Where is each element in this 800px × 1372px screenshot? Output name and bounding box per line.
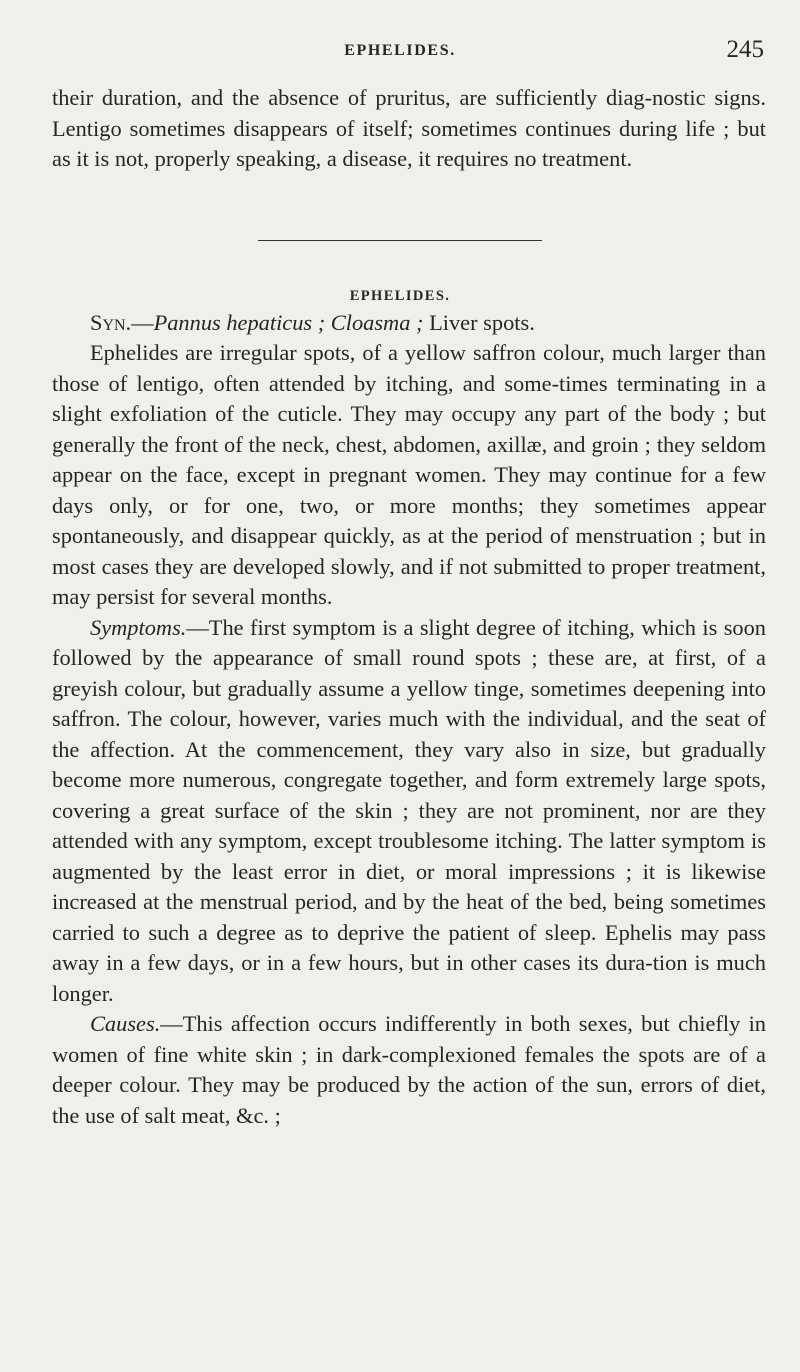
description-paragraph: Ephelides are irregular spots, of a yellow saffron colour, much larger than those of lentigo, often attended by itching, and some-times terminating in a slight exfoliation of the cuticle. They may occupy any part of the body ; but generally the front of the neck, chest, abdomen, axillæ, and groin ; they seldom appear on the face, except in pregnant women. They may continue for a few days only, or for one, two, or more months; they sometimes appear spontaneously, and disappear quickly, as at the period of menstruation ; but in most cases they are developed slowly, and if not submitted to proper treatment, may persist for several months. (52, 340, 766, 609)
intro-paragraph: their duration, and the absence of pruritus, are sufficiently diag-nostic signs. Lentigo sometimes disappears of itself; sometimes continues during life ; but as it is not, properly speaking, a disease, it requires no treatment. (52, 85, 766, 171)
running-title: EPHELIDES. (344, 42, 456, 59)
page-number: 245 (726, 36, 764, 63)
intro-paragraph-block (52, 83, 766, 175)
section-divider (258, 240, 542, 241)
section-body (52, 338, 766, 1131)
syn-label: Syn. (90, 310, 132, 335)
causes-text: —This affection occurs indifferently in both sexes, but chiefly in women of fine white skin ; in dark-complexioned females the spots are of a deeper colour. They may be produced by the action of the sun, errors of diet, the use of salt meat, &c. ; (52, 1011, 766, 1128)
synonyms-line (90, 308, 766, 339)
causes-label: Causes. (90, 1011, 161, 1036)
syn-italic-terms: Pannus hepaticus ; Cloasma ; (153, 310, 424, 335)
symptoms-text: —The first symptom is a slight degree of itching, which is soon followed by the appearance of small round spots ; these are, at first, of a greyish colour, but gradually assume a yellow tinge, sometimes deepening into saffron. The colour, however, varies much with the individual, and the seat of the affection. At the commencement, they vary also in size, but gradually become more numerous, congregate together, and form extremely large spots, covering a great surface of the skin ; they are not prominent, nor are they attended with any symptom, except troublesome itching. The latter symptom is augmented by the least error in diet, or moral impressions ; it is likewise increased at the menstrual period, and by the heat of the bed, being sometimes carried to such a degree as to deprive the patient of sleep. Ephelis may pass away in a few days, or in a few hours, but in other cases its dura-tion is much longer. (52, 614, 766, 1006)
symptoms-paragraph (52, 613, 766, 1010)
syn-dash: — (131, 310, 154, 335)
section-heading: EPHELIDES. (349, 288, 451, 304)
causes-paragraph (52, 1009, 766, 1131)
symptoms-label: Symptoms. (90, 614, 187, 640)
syn-common-name: Liver spots. (423, 310, 535, 335)
running-head (0, 36, 800, 72)
